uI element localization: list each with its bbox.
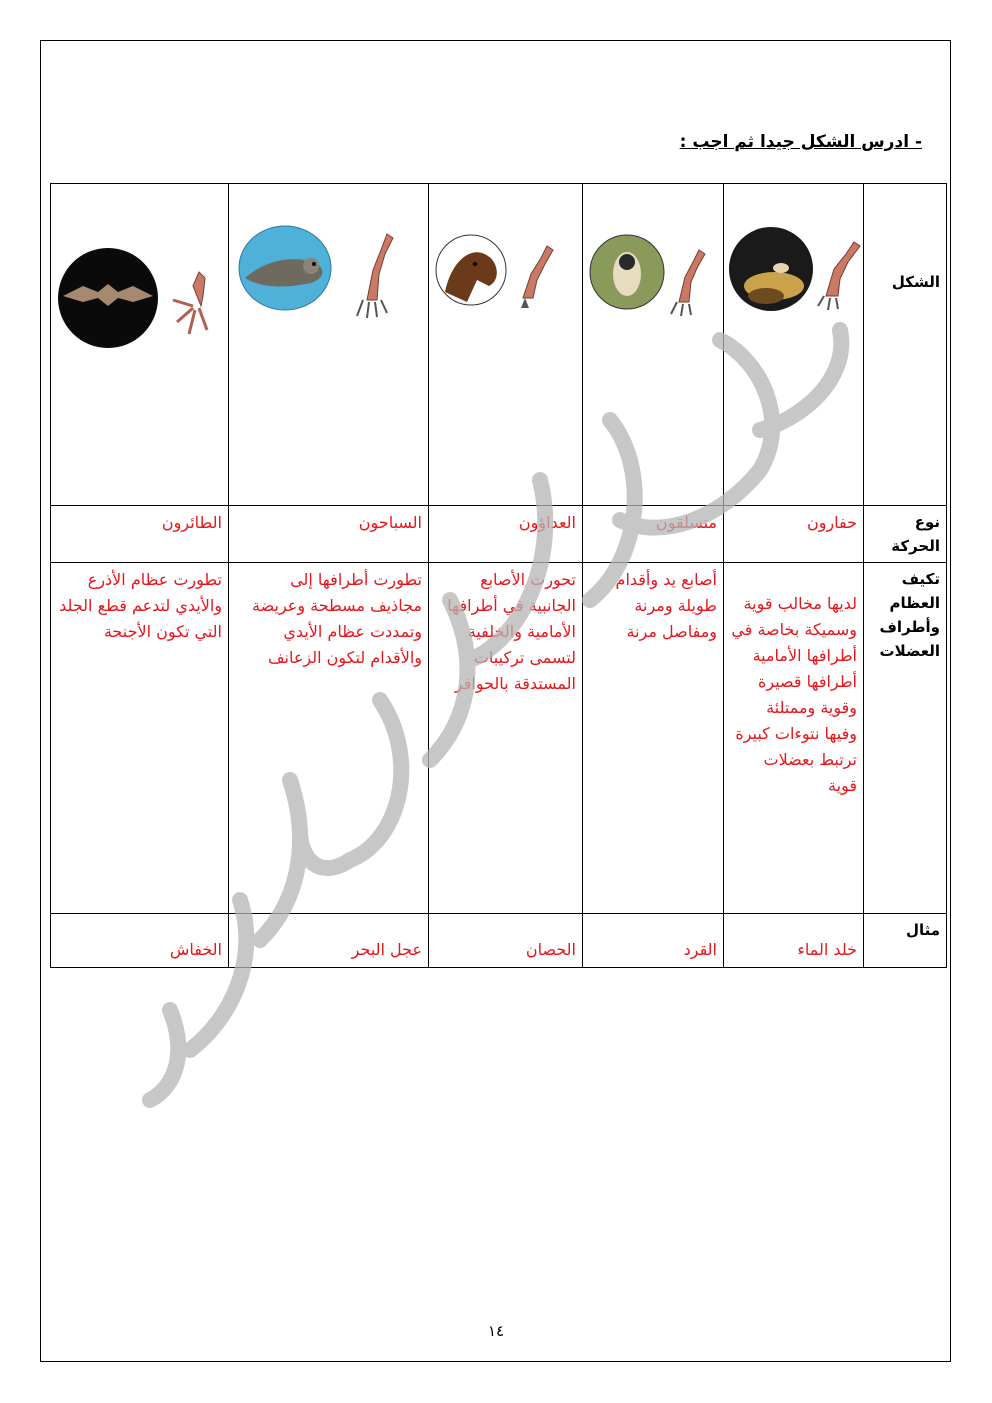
example-seal: عجل البحر xyxy=(229,914,429,968)
animal-movement-table xyxy=(50,183,947,968)
example-platypus: خلد الماء xyxy=(724,914,864,968)
cell-shape-seal xyxy=(229,184,429,506)
example-gibbon: القرد xyxy=(583,914,724,968)
table-row-movement xyxy=(51,506,947,563)
page-heading: - ادرس الشكل جيدا ثم اجب : xyxy=(679,132,922,152)
horse-icon xyxy=(433,232,573,322)
adaptation-bat: تطورت عظام الأذرع والأيدي لتدعم قطع الجلد التي تكون الأجنحة xyxy=(51,563,229,914)
row-label-example: مثال xyxy=(864,914,947,968)
table-row-shape xyxy=(51,184,947,506)
cell-shape-bat xyxy=(51,184,229,506)
row-label-shape: الشكل xyxy=(864,184,947,506)
adaptation-horse: تحورت الأصابع الجانبية في أطرافها الأمامية والخلفية لتسمى تركيبات المستدقة بالحوافر xyxy=(429,563,583,914)
page-number: ١٤ xyxy=(487,1322,505,1340)
movement-bat: الطائرون xyxy=(51,506,229,563)
adaptation-platypus: لديها مخالب قوية وسميكة بخاصة في أطرافها الأمامية أطرافها قصيرة وقوية وممتلئة وفيها نتوءات كبيرة ترتبط بعضلات قوية xyxy=(724,563,864,914)
adaptation-seal: تطورت أطرافها إلى مجاذيف مسطحة وعريضة وتمددت عظام الأيدي والأقدام لتكون الزعانف xyxy=(229,563,429,914)
cell-shape-horse xyxy=(429,184,583,506)
gibbon-icon xyxy=(587,232,717,322)
row-label-adaptation: تكيف العظام وأطراف العضلات xyxy=(864,563,947,914)
example-bat: الخفاش xyxy=(51,914,229,968)
bat-icon xyxy=(53,246,228,356)
cell-shape-platypus xyxy=(724,184,864,506)
cell-shape-gibbon xyxy=(583,184,724,506)
movement-gibbon: متسلقون xyxy=(583,506,724,563)
seal-icon xyxy=(235,220,415,330)
movement-seal: السباحون xyxy=(229,506,429,563)
table-row-example xyxy=(51,914,947,968)
example-horse: الحصان xyxy=(429,914,583,968)
adaptation-gibbon: أصابع يد وأقدام طويلة ومرنة ومفاصل مرنة xyxy=(583,563,724,914)
row-label-movement: نوع الحركة xyxy=(864,506,947,563)
platypus-icon xyxy=(726,224,866,324)
movement-horse: العداؤون xyxy=(429,506,583,563)
table-row-adaptation xyxy=(51,563,947,914)
movement-platypus: حفارون xyxy=(724,506,864,563)
